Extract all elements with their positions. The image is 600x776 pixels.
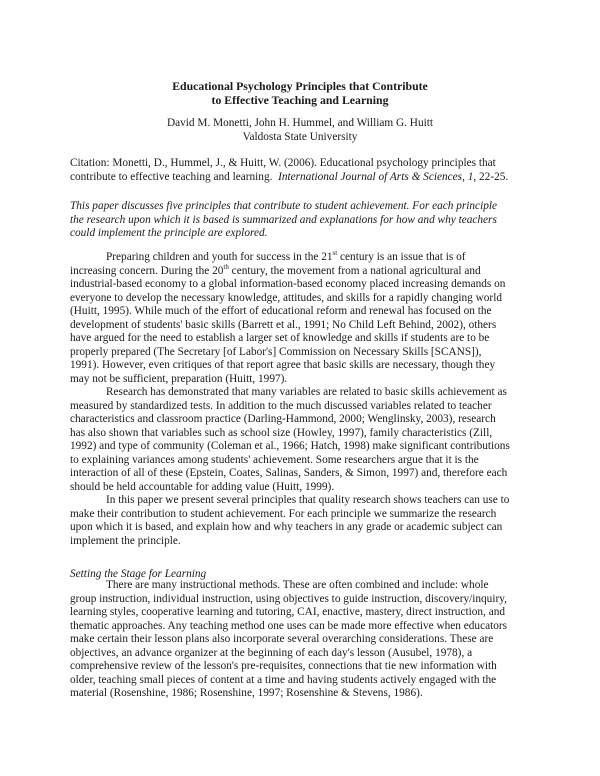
text-run: century is an issue that is of [337, 251, 466, 263]
citation-line [70, 171, 540, 185]
paragraph-cont [70, 400, 540, 495]
title-line: Educational Psychology Principles that Contribute [172, 79, 428, 93]
paragraph-line: interaction of all of these (Epstein, Coates, Salinas, Sanders, & Simon, 1997) and, therefore each [70, 467, 508, 479]
paragraph-line: material (Rosenshine, 1986; Rosenshine, 1997; Rosenshine & Stevens, 1986). [70, 687, 423, 699]
paragraph-line: development of students' basic skills (Barrett et al., 1991; No Child Left Behind, 2002), others [70, 318, 497, 331]
paragraph-line: make certain their lesson plans also incorporate several overarching considerations. These are [70, 633, 494, 645]
paragraph-line: In this paper we present several principles that quality research shows teachers can use to [106, 494, 510, 506]
section-heading: Setting the Stage for Learning [70, 568, 207, 580]
text-run: increasing concern. During the 20 [70, 264, 224, 277]
paragraph-line: measured by standardized tests. In addition to the much discussed variables related to teacher [70, 399, 492, 412]
paragraph-line: group instruction, individual instruction, using objectives to guide instruction, discovery/inquiry, [70, 592, 507, 605]
paragraph-line: everyone to develop the necessary knowledge, attitudes, and skills for a rapidly changing world [70, 291, 502, 304]
paragraph-cont [70, 593, 540, 701]
paragraph-line: objectives, an advance organizer at the beginning of each day's lesson (Ausubel, 1978), a [70, 646, 473, 659]
paragraph [70, 494, 540, 508]
paragraph-line: have argued for the need to establish a larger set of knowledge and skills if students are to be [70, 332, 490, 344]
author-block [0, 117, 600, 145]
paragraph-line: should be held accountable for adding value (Huitt, 1999). [70, 480, 335, 493]
abstract-line: This paper discusses five principles that contribute to student achievement. For each principle [70, 200, 498, 212]
abstract [70, 200, 540, 241]
paragraph [70, 251, 540, 265]
superscript: th [223, 262, 229, 271]
author-affiliation: Valdosta State University [242, 130, 358, 143]
abstract-line: could implement the principle are explored. [70, 227, 268, 239]
paragraph-line: 1991). However, even critiques of that report agree that basic skills are necessary, though they [70, 359, 496, 371]
paragraph-line: thematic approaches. Any teaching method one uses can be made more effective when educators [70, 619, 508, 632]
paragraph-line: industrial-based economy to a global information-based economy placed increasing demands on [70, 278, 506, 290]
paragraph-line: learning styles, cooperative learning and tutoring, CAI, enactive, mastery, direct instruction, and [70, 606, 506, 618]
section-body [70, 579, 540, 701]
paragraph-line [70, 251, 540, 265]
paragraph-line: properly prepared (The Secretary [of Labor's] Commission on Necessary Skills [SCANS]), [70, 345, 482, 358]
citation-text: contribute to effective teaching and learning. [70, 170, 273, 183]
paragraph [70, 386, 540, 400]
paragraph-line: There are many instructional methods. These are often combined and include: whole [106, 579, 489, 591]
paragraph-line: characteristics and classroom practice (Darling-Hammond, 2000; Wenglinsky, 2003), research [70, 413, 496, 425]
citation-journal: International Journal of Arts & Sciences, 1 [278, 170, 474, 183]
author-names: David M. Monetti, John H. Hummel, and William G. Huitt [166, 117, 434, 129]
paragraph-line: has also shown that variables such as school size (Howley, 1997), family characteristics (Zill, [70, 426, 493, 439]
paragraph-line: implement the principle. [70, 534, 181, 547]
paragraph-line [70, 262, 540, 279]
abstract-line: the research upon which it is based is summarized and explanations for how and why teachers [70, 213, 497, 226]
paragraph-line: make their contribution to student achievement. For each principle we summarize the research [70, 507, 497, 520]
citation-pages: , 22-25. [473, 170, 509, 183]
text-run: Preparing children and youth for success in the 21 [106, 251, 333, 263]
paragraph-line: comprehensive review of the lesson's pre-requisites, connections that tie new information with [70, 660, 497, 672]
paragraph-line: upon which it is based, and explain how and why teachers in any grade or academic subject can [70, 521, 503, 533]
citation-line: Citation: Monetti, D., Hummel, J., & Huitt, W. (2006). Educational psychology principles that [70, 157, 496, 169]
paragraph-cont [70, 508, 540, 549]
paragraph-line: to explaining variances among students' achievement. Some researchers argue that it is the [70, 453, 479, 466]
citation [70, 157, 540, 184]
paragraph-line: may not be sufficient, preparation (Huitt, 1997). [70, 372, 288, 385]
superscript: st [332, 249, 338, 258]
paragraph-line: (Huitt, 1995). While much of the effort of educational reform and renewal has focused on the [70, 305, 492, 317]
paragraph [70, 579, 540, 593]
text-run: century, the movement from a national agricultural and [228, 264, 481, 277]
paragraph-line: older, teaching small pieces of content at a time and having students actively engaged with the [70, 673, 497, 686]
paragraph-cont [70, 262, 540, 387]
title-line: to Effective Teaching and Learning [211, 92, 389, 107]
paper-title [0, 80, 600, 108]
paragraph-line: 1992) and type of community (Coleman et al., 1966; Hatch, 1998) make significant contributions [70, 440, 510, 452]
paragraph-line: Research has demonstrated that many variables are related to basic skills achievement as [106, 386, 507, 398]
introduction [70, 251, 540, 548]
